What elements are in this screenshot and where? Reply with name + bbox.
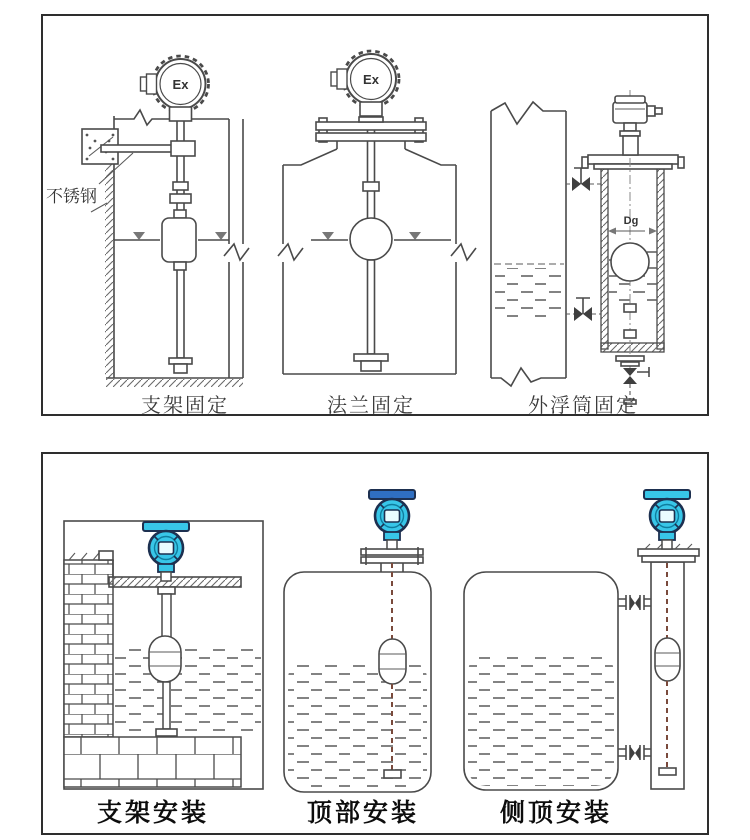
chamber-bottom bbox=[601, 343, 664, 352]
top-panel bbox=[41, 14, 709, 416]
ex-label: Ex bbox=[172, 77, 189, 92]
flange-plate bbox=[361, 557, 423, 563]
flange-plate bbox=[638, 549, 699, 556]
diagram-bracket-fixing bbox=[46, 56, 249, 414]
valve-icon bbox=[566, 168, 601, 191]
float-capsule bbox=[149, 636, 181, 682]
transmitter-head-icon bbox=[644, 490, 690, 549]
pipe-valve-icon bbox=[618, 745, 651, 760]
float-cylinder bbox=[162, 218, 196, 262]
ex-label: Ex bbox=[363, 72, 379, 87]
diagram-flange-fixing bbox=[278, 51, 476, 414]
diagram-external-chamber-fixing bbox=[491, 90, 684, 414]
flange-plate bbox=[642, 556, 695, 562]
top-panel-drawing bbox=[43, 16, 707, 414]
rod-end-stop bbox=[361, 361, 381, 371]
rod-clamp bbox=[171, 141, 195, 156]
caption-flange-fixing: 法兰固定 bbox=[327, 395, 415, 414]
float-sphere bbox=[350, 218, 392, 260]
chamber-flange bbox=[588, 155, 678, 164]
liquid bbox=[115, 646, 261, 735]
flange-bolt bbox=[582, 157, 588, 168]
flange-plate bbox=[316, 122, 426, 130]
pipe-valve-icon bbox=[618, 595, 651, 610]
float-sphere bbox=[611, 243, 649, 281]
chamber-flange bbox=[594, 164, 672, 169]
dg-dimension bbox=[608, 215, 657, 235]
float-capsule bbox=[655, 638, 680, 681]
rod-coupling bbox=[363, 182, 379, 191]
wall-break bbox=[224, 244, 249, 260]
liquid bbox=[468, 654, 614, 786]
wall-step bbox=[99, 551, 113, 560]
chamber-wall bbox=[601, 169, 608, 349]
rod-coupling bbox=[624, 330, 636, 338]
caption-top-install: 顶部安装 bbox=[306, 799, 420, 827]
transmitter-head-icon bbox=[369, 490, 415, 549]
water-level-marker bbox=[409, 232, 421, 240]
flange-plate bbox=[361, 549, 423, 555]
brick-wall bbox=[64, 560, 113, 737]
rod-end-stop bbox=[169, 358, 192, 364]
caption-side-top-install: 侧顶安装 bbox=[499, 799, 613, 827]
water-level-marker bbox=[215, 232, 227, 240]
float-neck bbox=[174, 210, 186, 218]
flange-bolt bbox=[678, 157, 684, 168]
valve-icon bbox=[566, 298, 601, 321]
float-neck bbox=[174, 262, 186, 270]
bottom-panel bbox=[41, 452, 709, 835]
float-rod bbox=[162, 594, 171, 638]
rod-coupling bbox=[624, 304, 636, 312]
brick-floor bbox=[64, 737, 241, 787]
wall-hatching bbox=[105, 129, 114, 378]
caption-bracket-install: 支架安装 bbox=[96, 799, 210, 827]
rod-coupling bbox=[170, 194, 191, 203]
bracket-platform bbox=[109, 577, 241, 587]
float-capsule bbox=[379, 639, 406, 684]
liquid bbox=[495, 268, 563, 320]
float-rod bbox=[163, 682, 170, 729]
float-rod bbox=[368, 260, 375, 354]
rod-end-stop bbox=[354, 354, 388, 361]
float-rod bbox=[368, 116, 375, 220]
rod-end-stop bbox=[174, 364, 187, 373]
bottom-panel-drawing bbox=[43, 454, 707, 833]
chamber-wall bbox=[657, 169, 664, 349]
liquid bbox=[288, 662, 427, 788]
diagram-side-top-install bbox=[464, 490, 699, 827]
gland-nut bbox=[359, 117, 383, 122]
caption-bracket-fixing: 支架固定 bbox=[141, 395, 229, 414]
water-level-marker bbox=[322, 232, 334, 240]
rod-end-stop bbox=[659, 768, 676, 775]
diagram-top-install bbox=[284, 490, 431, 827]
stainless-steel-label: 不锈钢 bbox=[46, 187, 97, 206]
rod-coupling bbox=[173, 182, 188, 190]
rod-coupling bbox=[158, 587, 175, 594]
junction-box-head-icon bbox=[613, 96, 662, 155]
rod-end-stop bbox=[384, 770, 401, 778]
rod-end-stop bbox=[156, 729, 177, 736]
dg-label: Dg bbox=[623, 215, 639, 227]
flange-plate bbox=[316, 133, 426, 141]
diagram-bracket-install bbox=[64, 521, 263, 827]
ground-hatching bbox=[106, 379, 243, 387]
water-level-marker bbox=[133, 232, 145, 240]
tank-outline bbox=[491, 102, 566, 386]
caption-external-chamber-fixing: 外浮筒固定 bbox=[528, 395, 638, 414]
